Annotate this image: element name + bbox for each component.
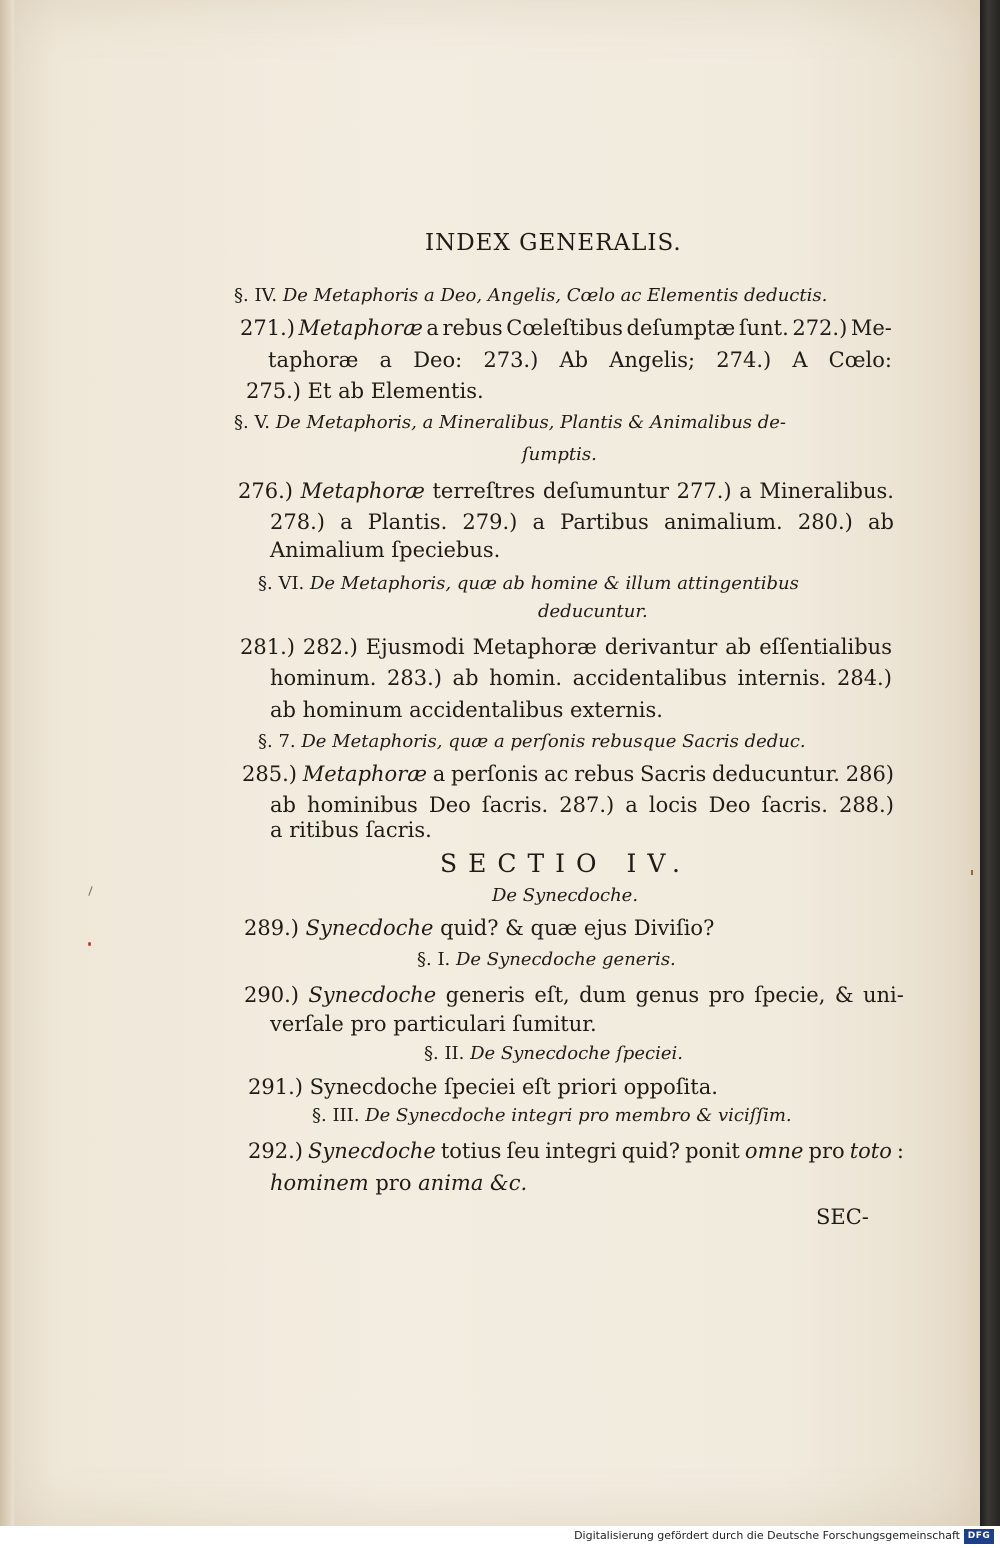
text-line: 271.) Metaphoræ a rebus Cœleſtibus deſumptæ ſunt. 272.) Me- [240,316,892,340]
section-heading: §. 7. De Metaphoris, quæ a perſonis rebusque Sacris deduc. [258,731,806,752]
text-line: 289.) Synecdoche quid? & quæ ejus Diviſio? [244,916,715,940]
sectio-subtitle: De Synecdoche. [492,885,639,906]
text-line: taphoræ a Deo: 273.) Ab Angelis; 274.) A Cœlo: [268,348,892,372]
catchword: SEC- [816,1205,869,1229]
text-line: 291.) Synecdoche ſpeciei eſt priori oppoſita. [248,1075,718,1099]
sectio-title: SECTIO IV. [440,849,692,878]
running-head: INDEX GENERALIS. [425,230,682,256]
dfg-logo: DFG [964,1529,994,1544]
ink-speck [971,870,973,875]
book-spine-edge [980,0,1000,1526]
text-line: hominum. 283.) ab homin. accidentalibus internis. 284.) [270,666,892,690]
section-heading: §. II. De Synecdoche ſpeciei. [424,1043,683,1064]
text-line: a ritibus ſacris. [270,818,432,842]
section-heading: §. III. De Synecdoche integri pro membro & viciſſim. [312,1105,792,1126]
ink-speck [88,942,91,946]
funding-notice: Digitalisierung gefördert durch die Deutsche Forschungsgemeinschaft [574,1529,960,1542]
text-line: 275.) Et ab Elementis. [246,379,484,403]
section-heading: §. IV. De Metaphoris a Deo, Angelis, Cœlo ac Elementis deductis. [234,285,828,306]
text-line: 276.) Metaphoræ terreſtres deſumuntur 277.) a Mineralibus. [238,479,894,503]
section-heading: §. I. De Synecdoche generis. [417,949,676,970]
section-heading-cont: ſumptis. [522,444,597,465]
text-line: 292.) Synecdoche totius ſeu integri quid? ponit omne pro toto : [248,1139,904,1163]
ink-speck [88,886,92,896]
text-line: ab hominum accidentalibus externis. [270,698,663,722]
text-line: 278.) a Plantis. 279.) a Partibus animalium. 280.) ab [270,510,894,534]
text-line: verſale pro particulari ſumitur. [270,1012,597,1036]
text-line: 281.) 282.) Ejusmodi Metaphoræ derivantur ab eſſentialibus [240,635,892,659]
footer-bar [0,1526,1000,1548]
section-heading: §. V. De Metaphoris, a Mineralibus, Plantis & Animalibus de- [234,412,787,433]
text-line: hominem pro anima &c. [270,1171,528,1195]
text-line: Animalium ſpeciebus. [270,538,501,562]
text-line: 290.) Synecdoche generis eſt, dum genus pro ſpecie, & uni- [244,983,904,1007]
text-line: 285.) Metaphoræ a perſonis ac rebus Sacris deducuntur. 286) [242,762,894,786]
section-heading: §. VI. De Metaphoris, quæ ab homine & illum attingentibus [258,573,799,594]
section-heading-cont: deducuntur. [538,601,648,622]
text-line: ab hominibus Deo ſacris. 287.) a locis Deo ſacris. 288.) [270,793,894,817]
